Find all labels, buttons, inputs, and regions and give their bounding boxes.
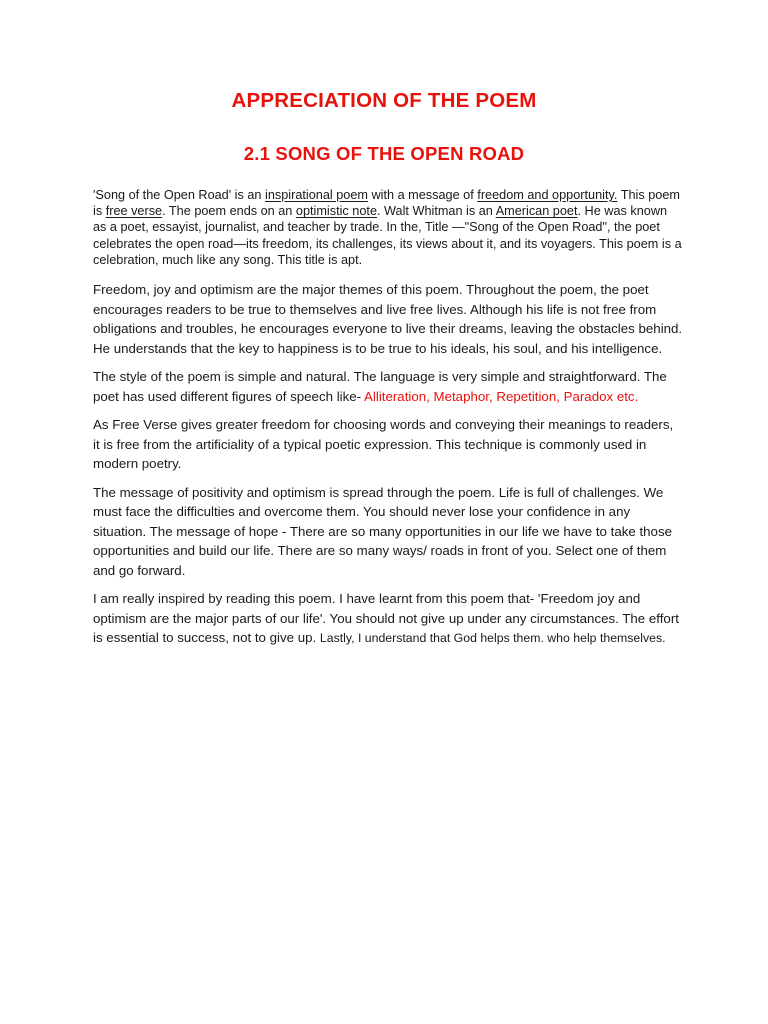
style-paragraph: [93, 367, 683, 406]
underlined-phrase: inspirational poem: [265, 188, 368, 202]
intro-text-6: . He was known as a poet, essayist, journalist, and teacher by trade. In the, Title —"Song of the Open Road", the poet celebrates the open road—its freedom, its challenges, its views about it, and its voyagers. This poem is a celebration, much like any song. This title is apt.: [93, 204, 682, 267]
body-text: [93, 187, 683, 658]
message-paragraph: The message of positivity and optimism is spread through the poem. Life is full of challenges. We must face the difficulties and overcome them. You should never lose your confidence in any situation. The message of hope - There are so many opportunities in our life we have to take those opportunities and build our life. There are so many ways/ roads in front of you. Select one of them and go forward.: [93, 484, 672, 578]
page-title: APPRECIATION OF THE POEM: [231, 89, 537, 112]
intro-text-3: This poem is: [93, 188, 680, 219]
section-heading: 2.1 SONG OF THE OPEN ROAD: [243, 143, 525, 164]
free-verse-paragraph: As Free Verse gives greater freedom for choosing words and conveying their meanings to readers, it is free from the artificiality of a typical poetic expression. This technique is commonly used in modern poetry.: [93, 417, 674, 472]
conclusion-tail: Lastly, I understand that God helps them. who help themselves.: [319, 631, 666, 646]
themes-paragraph: Freedom, joy and optimism are the major themes of this poem. Throughout the poem, the poet encourages readers to be true to themselves and live free lives. Although his life is not free from obligations and troubles, he encourages everyone to live their dreams, leaving the obstacles behind. He understands that the key to happiness is to be true to his ideals, his soul, and his intelligence.: [93, 282, 683, 356]
underlined-phrase: optimistic note: [295, 204, 377, 219]
underlined-phrase: American poet: [495, 204, 578, 219]
conclusion-text: I am really inspired by reading this poem. I have learnt from this poem that- 'Freedom joy and optimism are the major parts of our life'. You should not give up under any circumstances. The effort is essential to success, not to give up.: [93, 591, 679, 646]
intro-paragraph: [93, 187, 683, 268]
intro-text-1: 'Song of the Open Road' is an: [93, 188, 266, 202]
conclusion-paragraph: [93, 589, 683, 649]
style-text: The style of the poem is simple and natural. The language is very simple and straightforward. The poet has used different figures of speech like-: [93, 369, 667, 404]
underlined-phrase: free verse: [105, 204, 163, 219]
intro-text-2: with a message of: [367, 188, 478, 202]
figures-of-speech: Alliteration, Metaphor, Repetition, Paradox etc.: [364, 388, 639, 404]
intro-text-5: . Walt Whitman is an: [377, 204, 496, 219]
underlined-phrase: freedom and opportunity.: [477, 188, 618, 202]
intro-text-4: . The poem ends on an: [162, 204, 296, 219]
